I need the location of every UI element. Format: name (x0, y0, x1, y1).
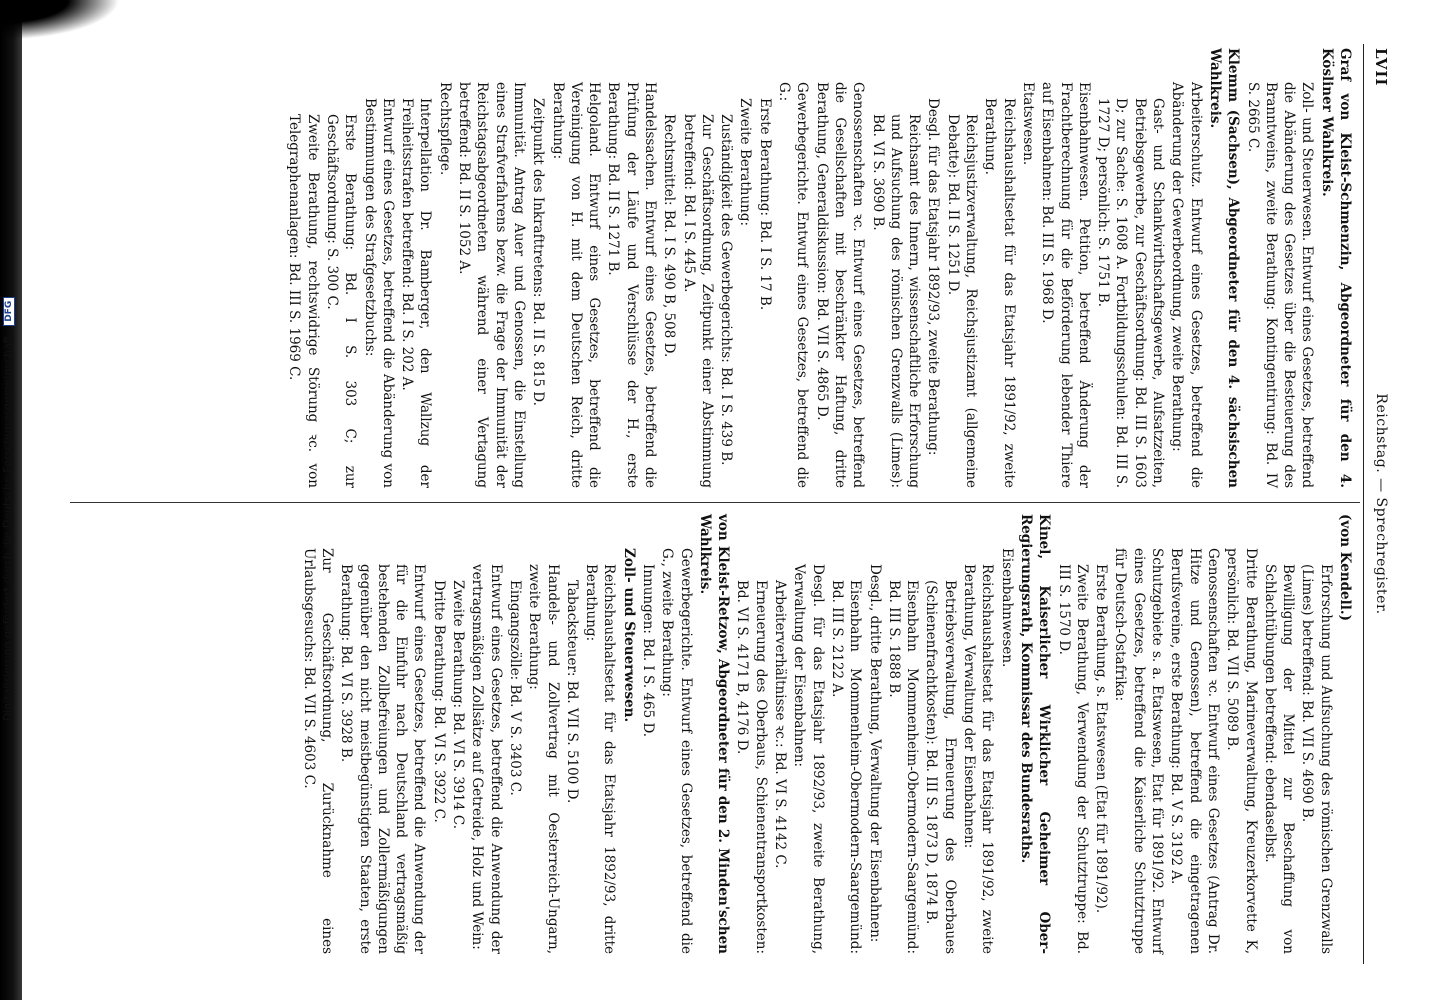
right-column (298, 514, 1354, 954)
register-entry: Rechtspflege. (436, 82, 453, 176)
register-entry: Gast- und Schankwirthschaftsgewerbe, Aufsatzzeiten, Betriebsgewerbe, zur Geschäftsordnung: Bd. III S. 1603 D; zur Sache: S. 1608 A. Fortbildungsschulen: Bd. III S. 1727 D; persönlich: S. 1751 B. (1095, 98, 1167, 488)
register-entry: Zoll- und Steuerwesen. (620, 548, 637, 723)
header-rule (1363, 44, 1364, 964)
register-entry: Rechtsmittel: Bd. I S. 490 B, 508 D. (661, 114, 678, 358)
register-entry: Erforschung und Aufsuchung des römischen Grenzwalls (Limes) betreffend: Bd. VII S. 4690 B. (1299, 564, 1334, 954)
register-entry: Handels- und Zollvertrag mit Oesterreich-Ungarn, zweite Berathung: (526, 564, 561, 954)
register-entry: Reichshaushaltsetat für das Etatsjahr 1891/92, zweite Berathung. (982, 98, 1017, 488)
speaker-heading: (von Kendell.) (1337, 514, 1353, 621)
register-entry: Eingangszölle: Bd. V S. 3403 C. (506, 580, 523, 796)
register-entry: Arbeiterverhältnisse ꝛc.: Bd. VI S. 4142 C. (772, 580, 789, 869)
register-entry: Erste Berathung: Bd. I S. 17 B. (756, 98, 773, 311)
left-column (284, 48, 1354, 488)
rotated-page-content (56, 44, 1398, 964)
register-entry: Desgl. für das Etatsjahr 1892/93, zweite Berathung: (925, 98, 942, 456)
register-entry: Tabacksteuer: Bd. VII S. 5100 D. (563, 580, 580, 804)
register-entry: Etatswesen. (1019, 82, 1036, 166)
register-entry: Zeitpunkt des Inkrafttretens: Bd. II S. 815 D. (530, 98, 547, 406)
running-title: Reichstag. — Sprechregister. (1373, 393, 1389, 615)
register-entry: Zuständigkeit des Gewerbegerichts: Bd. I S. 439 B. (718, 114, 735, 466)
register-entry: Reichshaushaltsetat für das Etatsjahr 1892/93, dritte Berathung: (583, 564, 618, 954)
scanned-page (56, 44, 1398, 964)
register-entry: Dritte Berathung, Marineverwaltung, Kreuzerkorvette K, persönlich: Bd. VII S. 5089 B. (1224, 548, 1259, 954)
register-entry: Erste Berathung: Bd. I S. 303 C; zur Geschäftsordnung: S. 300 C. (323, 114, 359, 488)
register-entry: Zoll- und Steuerwesen. Entwurf eines Gesetzes, betreffend die Abänderung des Gesetzes über die Besteuerung des Branntweins, zweite Berathung: Kontingentirung: Bd. IV S. 2665 C. (1244, 82, 1316, 488)
register-entry: Erneuerung des Oberbaus, Schienentransportkosten: Bd. VI S. 4171 B, 4176 D. (734, 580, 769, 954)
register-entry: Reichsjustizverwaltung, Reichsjustizamt (allgemeine Debatte): Bd. II S. 1251 D. (944, 114, 980, 488)
speaker-heading: Graf von Kleist-Schmenzin, Abgeordneter für den 4. Kösliner Wahlkreis. (1318, 48, 1353, 488)
register-entry: Arbeiterschutz. Entwurf eines Gesetzes, betreffend die Abänderung der Gewerbeordnung, zweite Berathung: (1169, 82, 1204, 488)
register-entry: Eisenbahnwesen. Petition, betreffend Änderung der Frachtberechnung für die Beförderung lebender Thiere auf Eisenbahnen: Bd. III S. 1968 D. (1039, 82, 1092, 488)
register-entry: Innungen: Bd. I S. 465 D. (640, 564, 657, 738)
register-entry: Zweite Berathung: (737, 98, 754, 227)
register-entry: Zweite Berathung, rechtswidrige Störung ꝛc. von Telegraphenanlagen: Bd. III S. 1969 C. (286, 114, 321, 488)
speaker-heading: von Kleist-Retzow, Abgeordneter für den 2. Minden'schen Wahlkreis. (696, 514, 732, 954)
register-entry: Genossenschaften ꝛc. Entwurf eines Gesetzes, betreffend die Gesellschaften mit beschränkter Haftung, dritte Berathung, Generaldiskussion: Bd. VII S. 4865 D. (813, 82, 867, 488)
register-entry: Zweite Berathung: Bd. VI S. 3914 C. (450, 580, 467, 830)
register-entry: Entwurf eines Gesetzes, betreffend die Abänderung von Bestimmungen des Strafgesetzbuchs: (361, 98, 396, 488)
register-entry: Eisenbahn Mommenheim-Obermodern-Saargemünd: Bd. III S. 2122 A. (828, 580, 864, 954)
register-entry: Interpellation Dr. Bamberger, den Wallzug der Freiheitsstrafen betreffend: Bd. I S. 202 A. (399, 98, 434, 488)
register-entry: Desgl. für das Etatsjahr 1892/93, zweite Berathung, Verwaltung der Eisenbahnen: (791, 564, 826, 954)
register-entry: Zweite Berathung, Verwendung der Schutztruppe: Bd. III S. 1570 D. (1055, 564, 1090, 954)
register-entry: Genossenschaften ꝛc. Entwurf eines Gesetzes (Antrag Dr. Hitze und Genossen), betreffend die eingetragenen Berufsvereine, erste Berathung: Bd. V S. 3192 A. (1168, 548, 1221, 954)
speaker-heading: Klemm (Sachsen), Abgeordneter für den 4. sächsischen Wahlkreis. (1206, 48, 1242, 488)
register-entry: Bewilligung der Mittel zur Beschaffung von Schlachtübungen betreffend: ebendaselbst. (1261, 564, 1297, 954)
register-entry: Dritte Berathung: Bd. VI S. 3922 C. (430, 580, 447, 823)
register-entry: Erste Berathung, s. Etatswesen (Etat für 1891/92). (1093, 564, 1110, 914)
page-header (1362, 44, 1398, 964)
digitization-credit (1, 29, 19, 989)
register-entry: Desgl., dritte Berathung, Verwaltung der Eisenbahnen: (866, 564, 883, 943)
register-entry: Zur Geschäftsordnung, Zeitpunkt einer Abstimmung betreffend: Bd. I S. 445 A. (680, 114, 715, 488)
register-entry: Reichsamt des Innern, wissenschaftliche Erforschung und Aufsuchung des römischen Grenzwalls (Limes): Bd. VI S. 3690 B. (869, 114, 923, 488)
register-entry: Eisenbahn Mommenheim-Obermodern-Saargemünd: Bd. III S. 1888 B. (885, 580, 921, 954)
register-entry: Helgoland. Entwurf eines Gesetzes, betreffend die Vereinigung von H. mit dem Deutschen Reich, dritte Berathung: (549, 82, 603, 488)
register-entry: Gewerbegerichte. Entwurf eines Gesetzes, betreffend die G., zweite Berathung: (659, 548, 694, 954)
page-number: LVII (1372, 48, 1390, 87)
register-entry: Reichshaushaltsetat für das Etatsjahr 1891/92, zweite Berathung, Verwaltung der Eisenbahnen: (961, 564, 996, 954)
register-entry: Immunität. Antrag Auer und Genossen, die Einstellung eines Strafverfahrens bezw. die Frage der Immunität der Reichstagsabgeordneten während einer Vertagung betreffend: Bd. II S. 1052 A. (456, 82, 527, 488)
register-entry: Gewerbegerichte. Entwurf eines Gesetzes, betreffend die G.: (776, 82, 811, 488)
speaker-heading: Kinel, Kaiserlicher Wirklicher Geheimer Ober-Regierungsrath, Kommissar des Bundesraths. (1017, 514, 1053, 954)
register-entry: Betriebsverwaltung, Erneuerung des Oberbaues (Schienenfrachtkosten): Bd. III S. 1873 D, 1874 B. (923, 580, 958, 954)
register-entry: Entwurf eines Gesetzes, betreffend die Anwendung der für die Einfuhr nach Deutschland vertragsmäßig bestehenden Zollbefreiungen und Zollermäßigungen gegenüber den nicht meistbegünstigten Staaten, erste Berathung: Bd. VI S. 3928 B. (338, 564, 428, 954)
dfg-logo: DFG (3, 297, 15, 326)
register-entry: Zur Geschäftsordnung, Zurücknahme eines Urlaubsgesuchs: Bd. VII S. 4603 C. (300, 548, 335, 954)
register-entry: Eisenbahnwesen. (998, 548, 1015, 668)
register-entry: Entwurf eines Gesetzes, betreffend die Anwendung der vertragsmäßigen Zollsätze auf Getreide, Holz und Wein: (469, 564, 504, 954)
credit-text: Digitalisierung gefördert durch die Deutsche Forschungsgemeinschaft (1, 335, 14, 722)
column-divider (70, 502, 1360, 503)
register-entry: Handelssachen. Entwurf eines Gesetzes, betreffend die Prüfung der Läufe und Verschlüsse der H., erste Berathung: Bd. II S. 1271 B. (605, 82, 659, 488)
register-entry: Schutzgebiete s. a. Etatswesen, Etat für 1891/92. Entwurf eines Gesetzes, betreffend die Kaiserliche Schutztruppe für Deutsch-Ostafrika: (1112, 548, 1166, 954)
